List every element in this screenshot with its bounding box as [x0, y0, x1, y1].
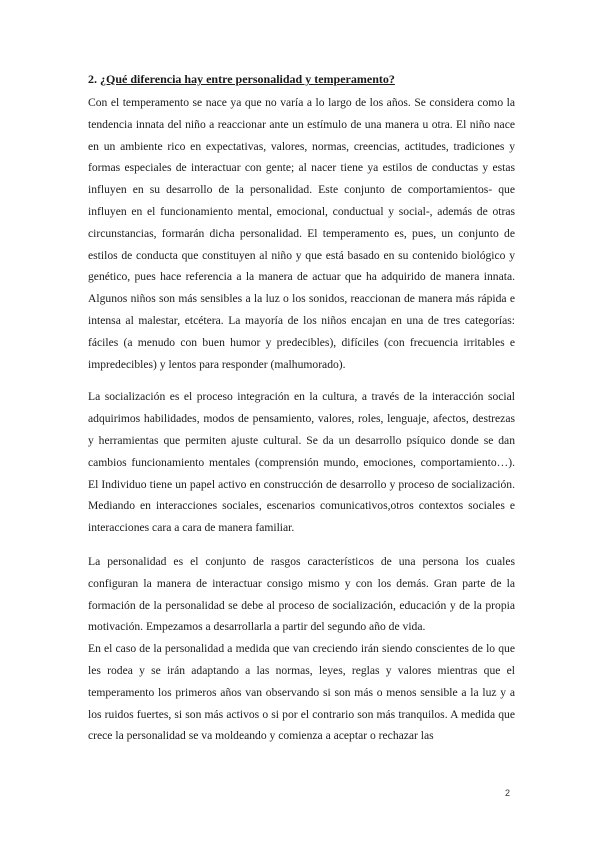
section-heading: [88, 70, 515, 88]
paragraph-socializacion: La socialización es el proceso integración en la cultura, a través de la interacción social adquirimos habilidades, modos de pensamiento, valores, roles, lenguaje, afectos, destrezas y herramientas que permiten ajuste cultural. Se da un desarrollo psíquico donde se dan cambios funcionamiento mentales (comprensión mundo, emociones, comportamiento…). El Individuo tiene un papel activo en construcción de desarrollo y proceso de socialización. Mediando en interacciones sociales, escenarios comunicativos,otros contextos sociales e interacciones cara a cara de manera familiar.: [88, 390, 515, 535]
page-content: [88, 70, 515, 747]
page-number: 2: [505, 788, 511, 798]
section-title: ¿Qué diferencia hay entre personalidad y temperamento?: [100, 72, 395, 86]
paragraph-personalidad: La personalidad es el conjunto de rasgos característicos de una persona los cuales configuran la manera de interactuar consigo mismo y con los demás. Gran parte de la formación de la personalidad se debe al proceso de socialización, educación y de la propia motivación. Empezamos a desarrollarla a partir del segundo año de vida.: [88, 554, 515, 634]
section-number: 2.: [88, 72, 97, 86]
paragraph-comparacion: En el caso de la personalidad a medida que van creciendo irán siendo conscientes de lo que les rodea y se irán adaptando a las normas, leyes, reglas y valores mientras que el temperamento los primeros años van observando si son más o menos sensible a la luz y a los ruidos fuertes, si son más activos o si por el contrario son más tranquilos. A medida que crece la personalidad se va moldeando y comienza a aceptar o rechazar las: [88, 642, 515, 743]
paragraph-temperamento: Con el temperamento se nace ya que no varía a lo largo de los años. Se considera como la tendencia innata del niño a reaccionar ante un estímulo de una manera u otra. El niño nace en un ambiente rico en expectativas, valores, normas, creencias, actitudes, tradiciones y formas especiales de interactuar con gente; al nacer tiene ya estilos de conductas y estas influyen en su desarrollo de la personalidad. Este conjunto de comportamientos- que influyen en el funcionamiento mental, emocional, conductual y social-, además de otras circunstancias, formarán dicha personalidad. El temperamento es, pues, un conjunto de estilos de conducta que constituyen al niño y que está basado en su contenido biológico y genético, pues hace referencia a la manera de actuar que ha adquirido de manera innata. Algunos niños son más sensibles a la luz o los sonidos, reaccionan de manera más rápida e intensa al malestar, etcétera. La mayoría de los niños encajan en una de tres categorías: fáciles (a menudo con buen humor y predecibles), difíciles (con frecuencia irritables e impredecibles) y lentos para responder (malhumorado).: [88, 96, 515, 371]
